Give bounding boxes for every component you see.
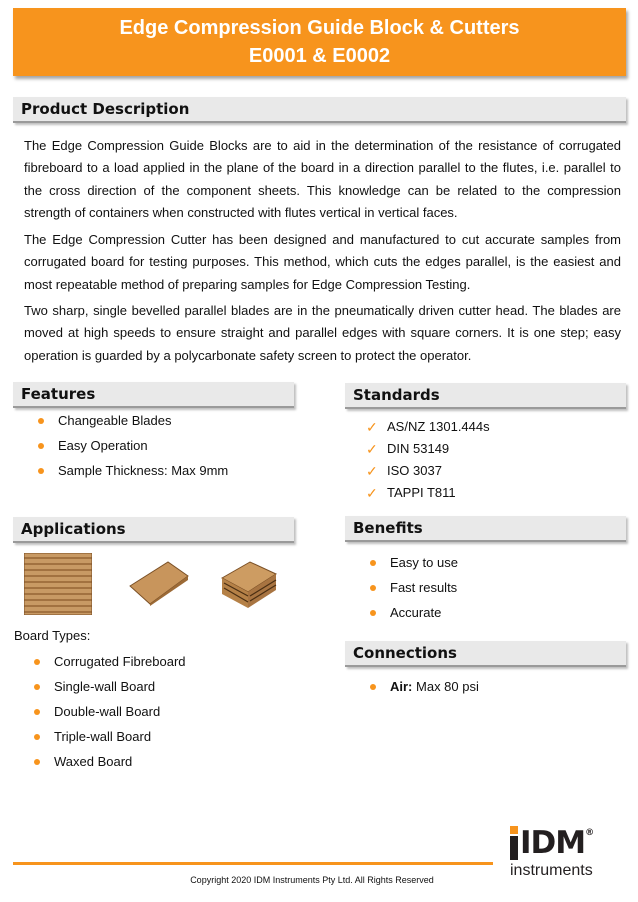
single-wall-board-image (128, 560, 190, 606)
benefits-list (370, 553, 458, 628)
checkmark-icon: ✓ (366, 463, 378, 479)
checkmark-icon: ✓ (366, 441, 378, 457)
standards-heading: Standards (345, 383, 626, 409)
logo-wordmark: IDM® (520, 825, 594, 861)
board-types-list (34, 652, 186, 777)
bullet-icon (38, 418, 44, 424)
list-item: ✓ ISO 3037 (366, 463, 442, 479)
corrugated-board-stack-image (24, 553, 92, 615)
bullet-icon (34, 709, 40, 715)
applications-heading: Applications (13, 517, 294, 543)
product-description-heading: Product Description (13, 97, 626, 123)
benefits-heading: Benefits (345, 516, 626, 542)
list-item: Fast results (370, 578, 458, 603)
bullet-icon (34, 734, 40, 740)
checkmark-icon: ✓ (366, 419, 378, 435)
checkmark-icon: ✓ (366, 485, 378, 501)
idm-logo (508, 826, 608, 884)
connection-value: Max 80 psi (416, 679, 479, 694)
bullet-icon (370, 560, 376, 566)
title-banner (13, 8, 626, 76)
list-item: Double-wall Board (34, 702, 186, 727)
page-title: Edge Compression Guide Block & Cutters (119, 17, 520, 39)
bullet-icon (370, 585, 376, 591)
features-list (38, 411, 228, 486)
footer-divider (13, 862, 493, 865)
list-item: Changeable Blades (38, 411, 228, 436)
list-item: Triple-wall Board (34, 727, 186, 752)
connections-list (370, 677, 479, 702)
bullet-icon (370, 684, 376, 690)
description-paragraph: Two sharp, single bevelled parallel blades are in the pneumatically driven cutter head. The blades are moved at high speeds to ensure straight and parallel edges with square corners. It is one step; easy operation is guarded by a polycarbonate safety screen to protect the operator. (24, 303, 621, 363)
bullet-icon (34, 684, 40, 690)
bullet-icon (34, 759, 40, 765)
logo-square-icon (510, 826, 518, 834)
features-heading: Features (13, 382, 294, 408)
list-item: Easy Operation (38, 436, 228, 461)
list-item: Sample Thickness: Max 9mm (38, 461, 228, 486)
list-item: Single-wall Board (34, 677, 186, 702)
board-types-label: Board Types: (14, 628, 91, 643)
list-item: ✓ TAPPI T811 (366, 485, 456, 501)
list-item (370, 677, 479, 702)
bullet-icon (370, 610, 376, 616)
connections-heading: Connections (345, 641, 626, 667)
standards-list (366, 417, 490, 505)
description-paragraph: The Edge Compression Cutter has been designed and manufactured to cut accurate samples from corrugated board for testing purposes. This method, which cuts the edges parallel, is the easiest and most repeatable method of preparing samples for Edge Compression Testing. (24, 232, 621, 292)
logo-bar-icon (510, 836, 518, 860)
product-codes: E0001 & E0002 (248, 45, 391, 67)
multi-wall-board-image (220, 556, 278, 612)
bullet-icon (38, 443, 44, 449)
list-item: Corrugated Fibreboard (34, 652, 186, 677)
bullet-icon (38, 468, 44, 474)
description-paragraph: The Edge Compression Guide Blocks are to aid in the determination of the resistance of corrugated fibreboard to a load applied in the plane of the board in a direction parallel to the flutes, i.e. parallel to the cross direction of the component sheets. This knowledge can be related to the compression strength of containers when constructed with flutes vertical in vertical faces. (24, 138, 621, 220)
list-item: Accurate (370, 603, 458, 628)
bullet-icon (34, 659, 40, 665)
list-item: Easy to use (370, 553, 458, 578)
list-item: Waxed Board (34, 752, 186, 777)
copyright-text: Copyright 2020 IDM Instruments Pty Ltd. All Rights Reserved (190, 875, 434, 885)
list-item: ✓ AS/NZ 1301.444s (366, 419, 490, 435)
connection-label: Air: (390, 679, 413, 694)
list-item: ✓ DIN 53149 (366, 441, 450, 457)
logo-subtitle: instruments (510, 862, 593, 879)
